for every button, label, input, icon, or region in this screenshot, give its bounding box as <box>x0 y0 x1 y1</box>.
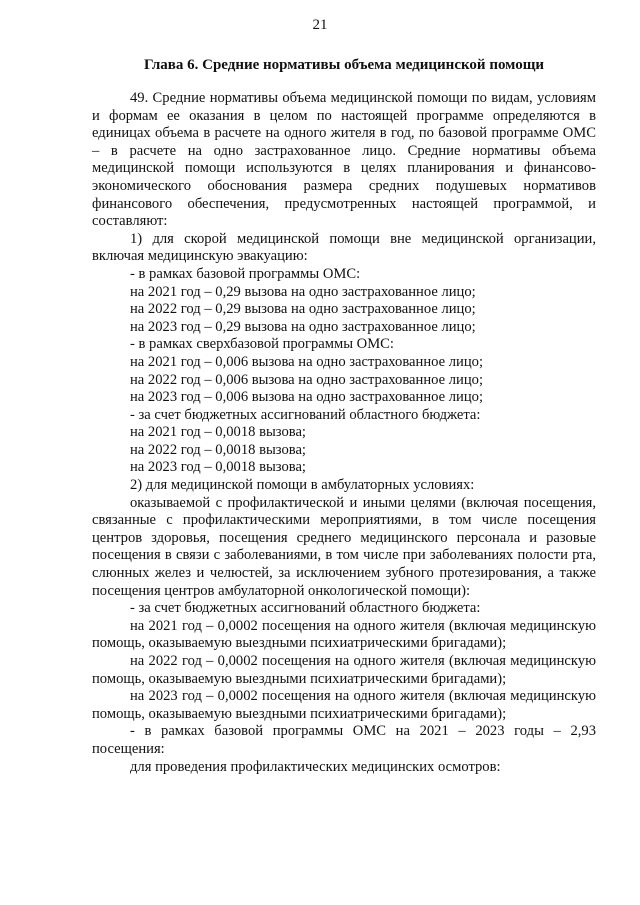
list-line: на 2021 год – 0,006 вызова на одно застрахованное лицо; <box>130 353 483 370</box>
item-1-ambulance: 1) для скорой медицинской помощи вне медицинской организации, включая медицинскую эвакуацию: <box>92 230 596 265</box>
list-line: - за счет бюджетных ассигнований областного бюджета: <box>130 406 481 423</box>
list-line: на 2022 год – 0,006 вызова на одно застрахованное лицо; <box>130 371 483 388</box>
paragraph-2023: на 2023 год – 0,0002 посещения на одного жителя (включая медицинскую помощь, оказываемую выездными психиатрическими бригадами); <box>92 688 596 722</box>
chapter-title: Глава 6. Средние нормативы объема медицинской помощи <box>144 57 544 73</box>
list-line: на 2022 год – 0,29 вызова на одно застрахованное лицо; <box>130 301 476 318</box>
list-line: для проведения профилактических медицинских осмотров: <box>130 758 501 775</box>
paragraph-2021: на 2021 год – 0,0002 посещения на одного жителя (включая медицинскую помощь, оказываемую выездными психиатрическими бригадами); <box>92 617 596 652</box>
paragraph-oms: - в рамках базовой программы ОМС на 2021 – 2023 годы – 2,93 посещения: <box>92 723 596 757</box>
list-line: - в рамках базовой программы ОМС: <box>130 265 361 282</box>
list-line: на 2023 год – 0,29 вызова на одно застрахованное лицо; <box>130 318 476 335</box>
list-line: на 2023 год – 0,006 вызова на одно застрахованное лицо; <box>130 389 483 406</box>
list-line: на 2021 год – 0,0018 вызова; <box>130 424 306 441</box>
document-body <box>92 90 596 776</box>
list-line: на 2023 год – 0,0018 вызова; <box>130 459 306 476</box>
list-line: на 2022 год – 0,0018 вызова; <box>130 441 306 458</box>
paragraph-49: 49. Средние нормативы объема медицинской помощи по видам, условиям и формам ее оказания в целом по настоящей программе определяются в единицах объема в расчете на одного жителя в год, по базовой программе ОМС – в расчете на одно застрахованное лицо. Средние нормативы объема медицинской помощи используются в целях планирования и финансово-экономического обоснования размера средних подушевых нормативов финансового обеспечения, предусмотренных настоящей программой, и составляют: <box>92 90 596 230</box>
paragraph-2022: на 2022 год – 0,0002 посещения на одного жителя (включая медицинскую помощь, оказываемую выездными психиатрическими бригадами); <box>92 653 596 687</box>
list-line: - в рамках сверхбазовой программы ОМС: <box>130 336 394 353</box>
list-line: - за счет бюджетных ассигнований областного бюджета: <box>130 600 481 617</box>
item-2-outpatient: 2) для медицинской помощи в амбулаторных условиях: <box>130 477 475 494</box>
paragraph-prophylactic: оказываемой с профилактической и иными целями (включая посещения, связанные с профилактическими мероприятиями, в том числе посещения центров здоровья, посещения среднего медицинского персонала и разовые посещения в связи с заболеваниями, в том числе при заболеваниях полости рта, слюнных желез и челюстей, за исключением зубного протезирования, а также посещения центров амбулаторной онкологической помощи): <box>92 494 596 599</box>
list-line: на 2021 год – 0,29 вызова на одно застрахованное лицо; <box>130 283 476 300</box>
page-number: 21 <box>312 17 328 33</box>
